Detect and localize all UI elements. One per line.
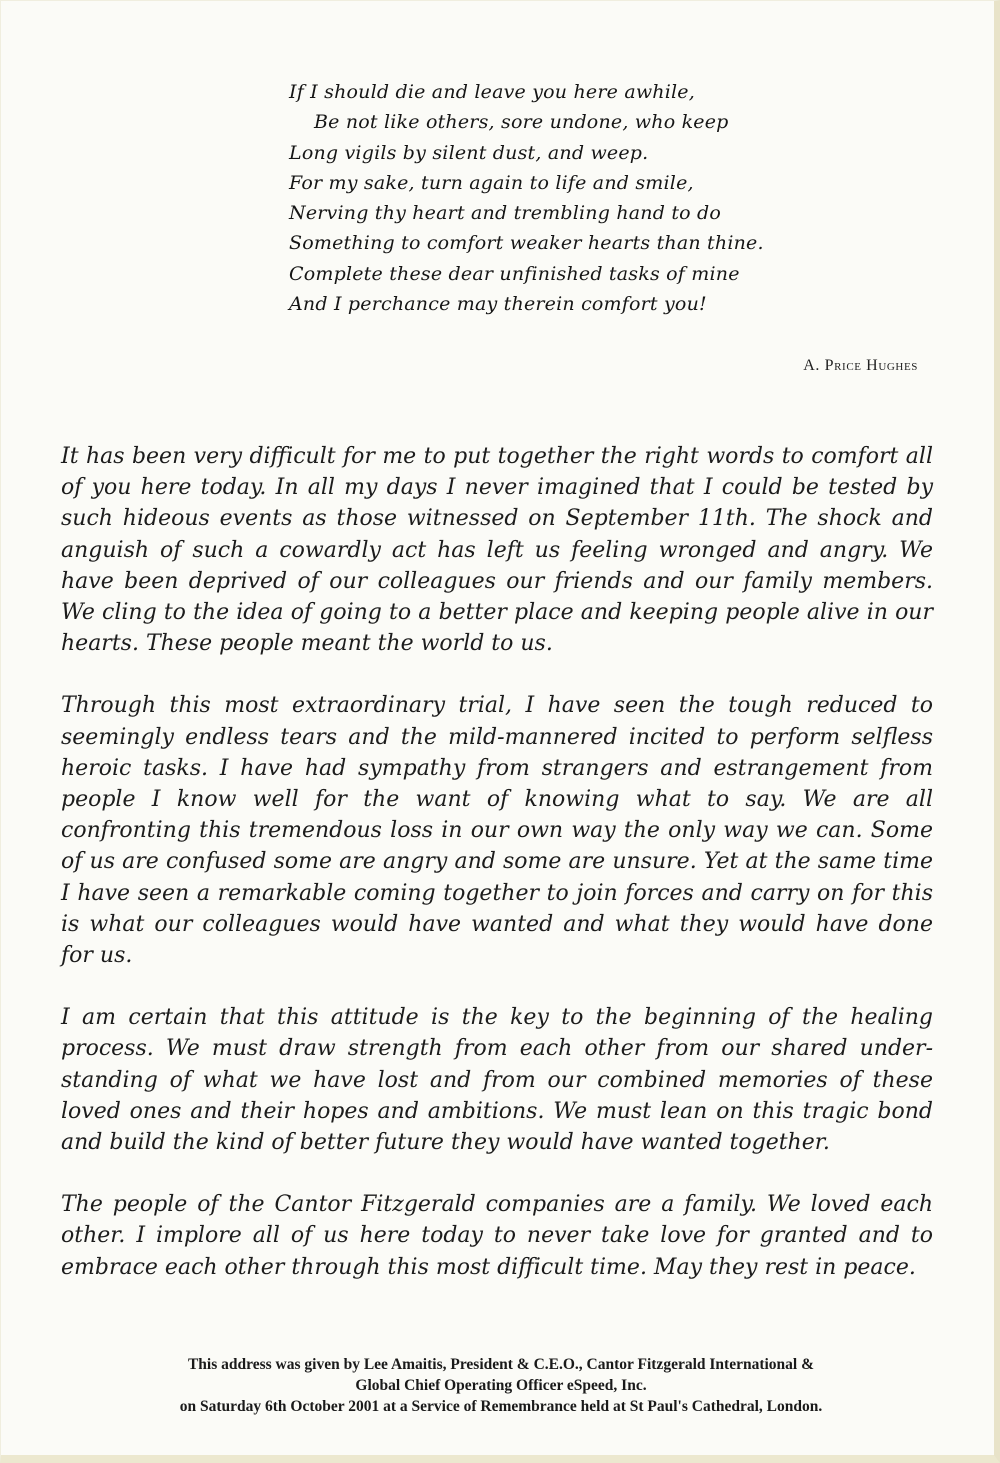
poem-line: Nerving thy heart and trembling hand to do [289, 202, 722, 225]
poem-line: Be not like others, sore undone, who keep [314, 111, 729, 134]
attribution-line: Global Chief Operating Officer eSpeed, Inc. [355, 1377, 647, 1394]
address-paragraph: I am certain that this attitude is the key to the beginning of the healing process. We must draw strength from each other from our shared under-standing of what we have lost and from our combined memories of these loved ones and their hopes and ambitions. We must lean on this tragic bond and build the kind of better future they would have wanted together. [61, 1005, 933, 1156]
attribution-line: This address was given by Lee Amaitis, President & C.E.O., Cantor Fitzgerald International & [187, 1356, 815, 1373]
poem-line: Something to comfort weaker hearts than thine. [289, 232, 764, 255]
poem-line: For my sake, turn again to life and smile, [289, 171, 694, 194]
poem [289, 77, 764, 319]
address-text [61, 441, 933, 1314]
address-paragraph: Through this most extraordinary trial, I have seen the tough reduced to seemingly endless tears and the mild-mannered incited to perform selfless heroic tasks. I have had sympathy from strangers and estrangement from people I know well for the want of knowing what to say. We are all confronting this tremendous loss in our own way the only way we can. Some of us are confused some are angry and some are unsure. Yet at the same time I have seen a remarkable coming together to join forces and carry on for this is what our colleagues would have wanted and what they would have done for us. [61, 693, 933, 969]
poem-line: If I should die and leave you here awhile, [289, 81, 695, 103]
poem-line: Complete these dear unfinished tasks of mine [289, 262, 740, 285]
address-attribution [81, 1354, 921, 1417]
address-paragraph: The people of the Cantor Fitzgerald companies are a family. We loved each other. I implore all of us here today to never take love for granted and to embrace each other through this most difficult time. May they rest in peace. [61, 1192, 933, 1280]
poem-author: A. Price Hughes [803, 357, 918, 374]
poem-line: And I perchance may therein comfort you! [289, 293, 707, 316]
attribution-line: on Saturday 6th October 2001 at a Service of Remembrance held at St Paul's Cathedral, London. [179, 1398, 823, 1415]
poem-line: Long vigils by silent dust, and weep. [289, 141, 649, 164]
address-paragraph: It has been very difficult for me to put together the right words to comfort all of you here today. In all my days I never imagined that I could be tested by such hideous events as those witnessed on September 11th. The shock and anguish of such a cowardly act has left us feeling wronged and angry. We have been deprived of our colleagues our friends and our family members. We cling to the idea of going to a better place and keeping people alive in our hearts. These people meant the world to us. [61, 444, 933, 657]
